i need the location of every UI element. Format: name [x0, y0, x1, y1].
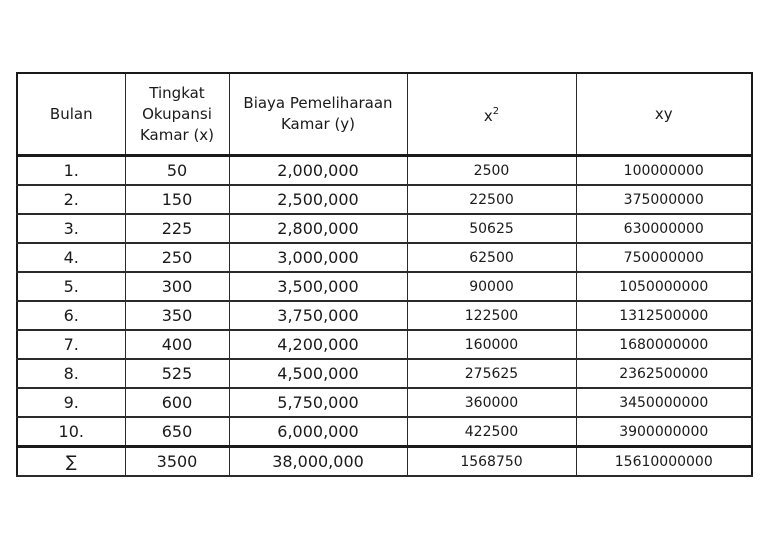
total-row	[17, 447, 752, 477]
table-row	[17, 156, 752, 186]
cell-x2: 62500	[407, 243, 576, 272]
cell-xy: 375000000	[576, 185, 752, 214]
cell-xy: 3450000000	[576, 388, 752, 417]
table-header	[17, 73, 752, 156]
header-x	[125, 73, 229, 156]
cell-bulan: 5.	[17, 272, 125, 301]
cell-x: 225	[125, 214, 229, 243]
cell-x: 600	[125, 388, 229, 417]
cell-y: 4,200,000	[229, 330, 407, 359]
cell-y: 2,000,000	[229, 156, 407, 186]
cell-y: 3,750,000	[229, 301, 407, 330]
cell-x: 650	[125, 417, 229, 447]
cell-bulan: 7.	[17, 330, 125, 359]
cell-xy: 100000000	[576, 156, 752, 186]
table-row	[17, 330, 752, 359]
cell-y: 5,750,000	[229, 388, 407, 417]
header-x2-base: x	[483, 107, 493, 125]
table-row	[17, 359, 752, 388]
cell-x: 50	[125, 156, 229, 186]
cell-y: 4,500,000	[229, 359, 407, 388]
cell-x: 400	[125, 330, 229, 359]
header-row	[17, 73, 752, 156]
cell-bulan: 1.	[17, 156, 125, 186]
cell-x2: 160000	[407, 330, 576, 359]
total-x2: 1568750	[407, 447, 576, 477]
cell-x2: 122500	[407, 301, 576, 330]
cell-xy: 1312500000	[576, 301, 752, 330]
total-xy: 15610000000	[576, 447, 752, 477]
total-x: 3500	[125, 447, 229, 477]
header-y-line2: Kamar (y)	[280, 115, 356, 133]
cell-x2: 50625	[407, 214, 576, 243]
header-xy: xy	[576, 73, 752, 156]
header-x2	[407, 73, 576, 156]
header-x-line2: Okupansi	[142, 104, 212, 123]
header-x-line1: Tingkat	[149, 83, 205, 102]
header-y-line1: Biaya Pemeliharaan	[243, 94, 393, 112]
table-row	[17, 417, 752, 447]
cell-bulan: 3.	[17, 214, 125, 243]
cell-bulan: 8.	[17, 359, 125, 388]
cell-bulan: 10.	[17, 417, 125, 447]
cell-x: 250	[125, 243, 229, 272]
cell-bulan: 9.	[17, 388, 125, 417]
table-row	[17, 272, 752, 301]
data-table-container	[16, 72, 751, 477]
cell-x: 350	[125, 301, 229, 330]
cell-x2: 22500	[407, 185, 576, 214]
total-y: 38,000,000	[229, 447, 407, 477]
header-x-line3: Kamar (x)	[139, 125, 215, 144]
cell-x: 300	[125, 272, 229, 301]
header-x2-exponent: 2	[492, 106, 500, 117]
cell-bulan: 6.	[17, 301, 125, 330]
cell-x2: 90000	[407, 272, 576, 301]
data-table	[16, 72, 753, 477]
cell-x2: 275625	[407, 359, 576, 388]
cell-bulan: 4.	[17, 243, 125, 272]
cell-x: 525	[125, 359, 229, 388]
table-row	[17, 185, 752, 214]
total-sigma: ∑	[17, 447, 125, 477]
cell-x2: 2500	[407, 156, 576, 186]
cell-x: 150	[125, 185, 229, 214]
cell-xy: 1050000000	[576, 272, 752, 301]
cell-xy: 630000000	[576, 214, 752, 243]
cell-y: 3,500,000	[229, 272, 407, 301]
cell-xy: 1680000000	[576, 330, 752, 359]
table-body	[17, 156, 752, 477]
cell-y: 3,000,000	[229, 243, 407, 272]
cell-y: 6,000,000	[229, 417, 407, 447]
cell-xy: 2362500000	[576, 359, 752, 388]
cell-x2: 422500	[407, 417, 576, 447]
cell-x2: 360000	[407, 388, 576, 417]
header-bulan: Bulan	[17, 73, 125, 156]
cell-y: 2,500,000	[229, 185, 407, 214]
cell-xy: 3900000000	[576, 417, 752, 447]
table-row	[17, 214, 752, 243]
table-row	[17, 243, 752, 272]
table-row	[17, 388, 752, 417]
cell-bulan: 2.	[17, 185, 125, 214]
table-row	[17, 301, 752, 330]
cell-y: 2,800,000	[229, 214, 407, 243]
cell-xy: 750000000	[576, 243, 752, 272]
header-y	[229, 73, 407, 156]
